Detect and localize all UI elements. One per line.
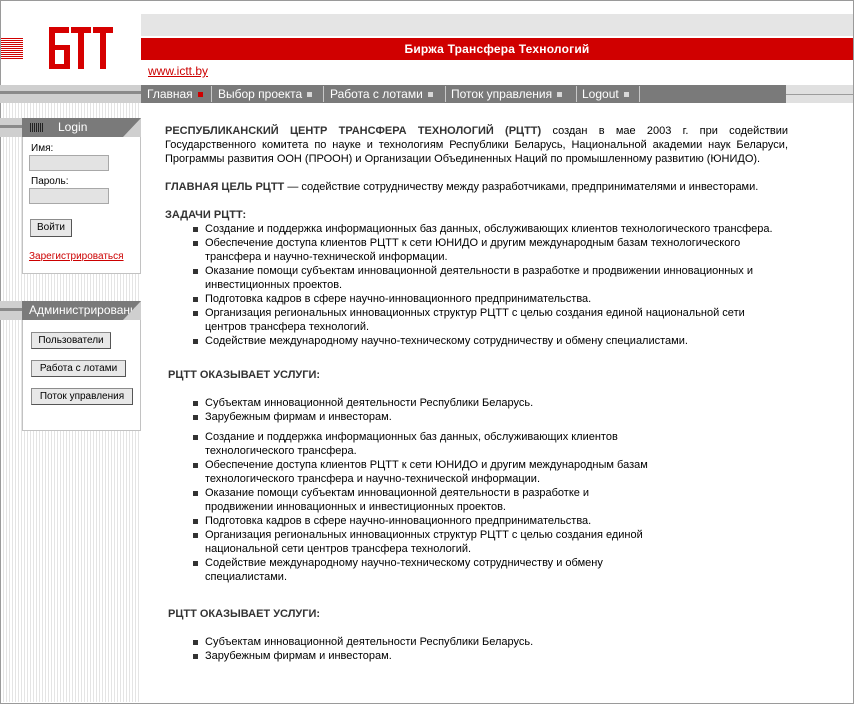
list-item: Организация региональных инновационных структур РЦТТ с целью создания единой национальной сети центров трансфера технологий. xyxy=(205,528,660,556)
intro-text: создан в мае 2003 г. при содействии Государственного комитета по науке и технологиям Республики Беларусь, Национальной академии наук Беларуси, Программы развития ООН (ПРООН) и Организации Объединенных Наций по промышленному развитию (ЮНИДО). xyxy=(165,125,788,165)
list-item: Создание и поддержка информационных баз данных, обслуживающих клиентов технологического трансфера. xyxy=(205,430,660,458)
dot-icon xyxy=(428,92,433,97)
services-list xyxy=(165,396,788,424)
login-button[interactable]: Войти xyxy=(30,219,72,237)
tasks-heading: ЗАДАЧИ РЦТТ: xyxy=(165,209,247,221)
goal-text: — содействие сотрудничеству между разработчиками, предпринимателями и инвесторами. xyxy=(284,181,759,193)
name-input[interactable] xyxy=(29,155,109,171)
goal-paragraph xyxy=(165,180,788,194)
list-item: Субъектам инновационной деятельности Республики Беларусь. xyxy=(205,396,788,410)
list-item: Содействие международному научно-техническому сотрудничеству и обмену специалистами. xyxy=(205,334,785,348)
red-stripes xyxy=(1,38,23,60)
tasks-list-2 xyxy=(165,430,660,584)
main-nav xyxy=(141,85,853,103)
site-url-link[interactable]: www.ictt.by xyxy=(148,64,209,78)
list-item: Содействие международному научно-техническому сотрудничеству и обмену специалистами. xyxy=(205,556,660,584)
admin-panel-header xyxy=(22,301,144,320)
users-button[interactable]: Пользователи xyxy=(31,332,111,349)
login-head-strip xyxy=(0,118,22,137)
list-item: Обеспечение доступа клиентов РЦТТ к сети ЮНИДО и другим международным базам технологического трансфера и научно-технической информации. xyxy=(205,236,765,264)
active-dot-icon xyxy=(198,92,203,97)
nav-label-lots: Работа с лотами xyxy=(330,87,423,101)
nav-tail xyxy=(786,85,853,103)
btt-logo xyxy=(47,27,117,73)
nav-item-project[interactable] xyxy=(218,85,312,103)
list-item: Подготовка кадров в сфере научно-инновационного предпринимательства. xyxy=(205,292,785,306)
nav-item-workflow[interactable] xyxy=(451,85,562,103)
nav-label-workflow: Поток управления xyxy=(451,87,553,101)
nav-label-project: Выбор проекта xyxy=(218,87,303,101)
list-item: Подготовка кадров в сфере научно-инновационного предпринимательства. xyxy=(205,514,660,528)
nav-label-logout: Logout xyxy=(582,87,619,101)
list-item: Субъектам инновационной деятельности Республики Беларусь. xyxy=(205,635,788,649)
name-label: Имя: xyxy=(31,143,54,154)
admin-panel xyxy=(22,320,141,431)
list-item: Зарубежным фирмам и инвесторам. xyxy=(205,410,788,424)
site-title: Биржа Трансфера Технологий xyxy=(141,38,853,60)
login-panel xyxy=(22,137,141,274)
intro-paragraph xyxy=(165,124,788,166)
nav-item-lots[interactable] xyxy=(330,85,433,103)
goal-bold: ГЛАВНАЯ ЦЕЛЬ РЦТТ xyxy=(165,181,285,193)
services-heading-2: РЦТТ ОКАЗЫВАЕТ УСЛУГИ: xyxy=(168,608,321,620)
services-heading: РЦТТ ОКАЗЫВАЕТ УСЛУГИ: xyxy=(168,369,321,381)
tasks-list xyxy=(165,222,785,348)
login-title: Login xyxy=(58,120,88,134)
dot-icon xyxy=(557,92,562,97)
list-item: Оказание помощи субъектам инновационной деятельности в разработке и продвижении инновационных и инвестиционных проектов. xyxy=(205,486,660,514)
list-item: Создание и поддержка информационных баз данных, обслуживающих клиентов технологического трансфера. xyxy=(205,222,785,236)
lots-button[interactable]: Работа с лотами xyxy=(31,360,126,377)
register-link[interactable]: Зарегистрироваться xyxy=(29,251,124,262)
nav-label-home: Главная xyxy=(147,87,193,101)
list-item: Обеспечение доступа клиентов РЦТТ к сети ЮНИДО и другим международным базам технологического трансфера и научно-технической информации. xyxy=(205,458,660,486)
login-panel-header xyxy=(22,118,141,137)
top-band xyxy=(141,14,853,36)
services-list-2 xyxy=(165,635,788,663)
list-item: Зарубежным фирмам и инвесторам. xyxy=(205,649,788,663)
admin-title: Администрирование xyxy=(29,303,144,317)
grid-icon xyxy=(30,123,43,132)
password-label: Пароль: xyxy=(31,176,69,187)
admin-head-strip xyxy=(0,301,22,320)
workflow-button[interactable]: Поток управления xyxy=(31,388,133,405)
dot-icon xyxy=(624,92,629,97)
nav-left-strip xyxy=(0,85,141,103)
dot-icon xyxy=(307,92,312,97)
nav-item-home[interactable] xyxy=(147,85,203,103)
intro-bold: РЕСПУБЛИКАНСКИЙ ЦЕНТР ТРАНСФЕРА ТЕХНОЛОГИЙ (РЦТТ) xyxy=(165,125,542,137)
password-input[interactable] xyxy=(29,188,109,204)
list-item: Оказание помощи субъектам инновационной деятельности в разработке и продвижении инновационных и инвестиционных проектов. xyxy=(205,264,775,292)
nav-item-logout[interactable] xyxy=(582,85,629,103)
list-item: Организация региональных инновационных структур РЦТТ с целью создания единой национальной сети центров трансфера технологий. xyxy=(205,306,775,334)
